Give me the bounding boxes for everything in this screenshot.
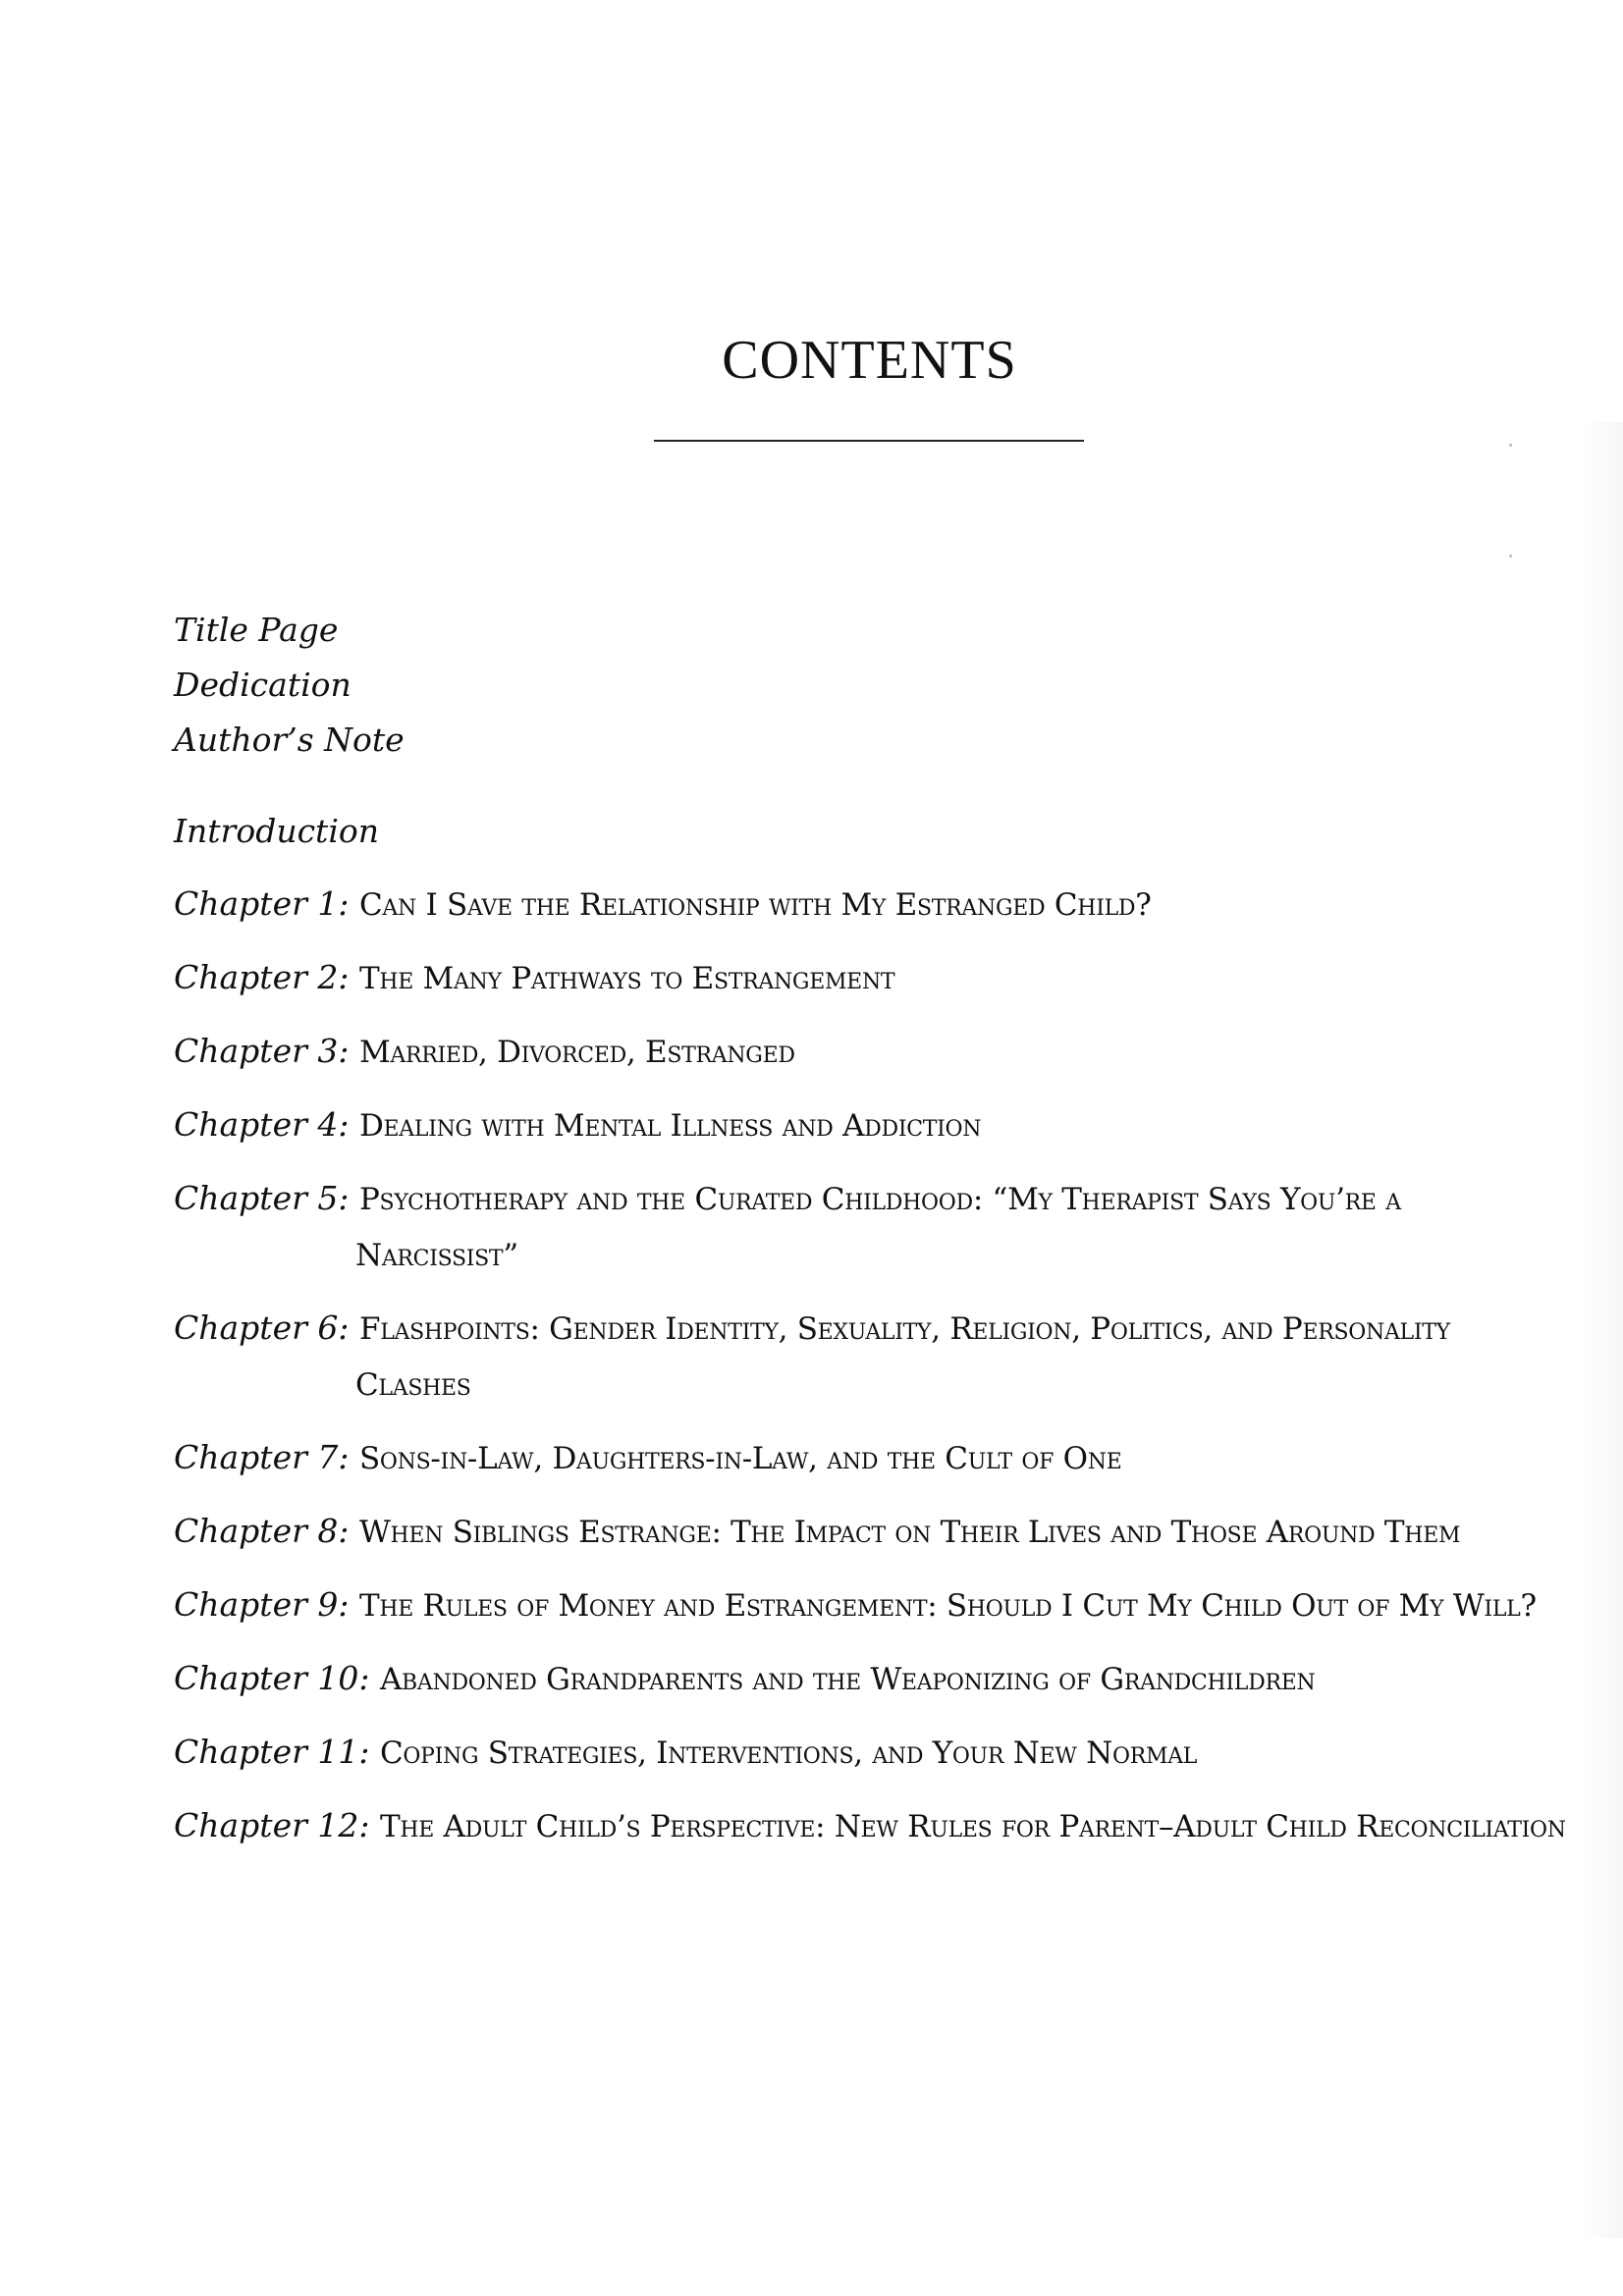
chapter-label: Chapter 6:	[174, 1308, 350, 1347]
scan-speck	[1509, 555, 1512, 558]
chapter-title: The Many Pathways to Estrangement	[358, 961, 895, 996]
chapter-title: Flashpoints: Gender Identity, Sexuality, Religion, Politics, and Personality Clashes	[355, 1311, 1450, 1403]
chapter-title: Can I Save the Relationship with My Estranged Child?	[358, 887, 1152, 923]
toc-item-chapter-7[interactable]	[174, 1430, 1568, 1486]
chapter-title: Married, Divorced, Estranged	[358, 1035, 795, 1070]
chapter-label: Chapter 7:	[174, 1438, 350, 1476]
toc-item-chapter-2[interactable]	[174, 950, 1568, 1006]
table-of-contents	[174, 603, 1568, 1872]
chapter-label: Chapter 8:	[174, 1512, 350, 1550]
toc-item-chapter-6[interactable]	[174, 1301, 1568, 1413]
toc-item-chapter-9[interactable]	[174, 1577, 1568, 1633]
page-title: CONTENTS	[722, 330, 1017, 391]
toc-item-chapter-10[interactable]	[174, 1651, 1568, 1707]
chapter-label: Chapter 3:	[174, 1032, 350, 1070]
toc-item-chapter-1[interactable]	[174, 877, 1568, 933]
page-edge-shadow	[1582, 422, 1623, 2238]
toc-item-title-page[interactable]: Title Page	[174, 611, 339, 649]
toc-item-chapter-8[interactable]	[174, 1504, 1568, 1560]
toc-item-dedication[interactable]: Dedication	[174, 666, 352, 704]
toc-item-chapter-12[interactable]	[174, 1798, 1568, 1854]
chapter-title: Dealing with Mental Illness and Addiction	[358, 1108, 982, 1144]
chapter-label: Chapter 1:	[174, 884, 350, 923]
chapter-title: Coping Strategies, Interventions, and Your New Normal	[379, 1735, 1198, 1771]
chapter-title: Psychotherapy and the Curated Childhood: “My Therapist Says You’re a Narcissist”	[355, 1182, 1401, 1273]
toc-item-chapter-5[interactable]	[174, 1171, 1568, 1283]
chapter-title: Abandoned Grandparents and the Weaponizing of Grandchildren	[379, 1662, 1316, 1697]
chapter-label: Chapter 9:	[174, 1585, 350, 1624]
chapter-label: Chapter 10:	[174, 1659, 370, 1697]
chapter-title: The Adult Child’s Perspective: New Rules for Parent–Adult Child Reconciliation	[379, 1809, 1566, 1844]
toc-item-chapter-11[interactable]	[174, 1725, 1568, 1781]
chapter-label: Chapter 2:	[174, 958, 350, 996]
chapter-label: Chapter 5:	[174, 1179, 350, 1217]
chapter-label: Chapter 11:	[174, 1733, 370, 1771]
toc-item-chapter-4[interactable]	[174, 1097, 1568, 1153]
chapter-title: The Rules of Money and Estrangement: Should I Cut My Child Out of My Will?	[358, 1588, 1537, 1624]
title-rule	[654, 440, 1084, 442]
chapter-label: Chapter 4:	[174, 1105, 350, 1144]
toc-item-introduction[interactable]: Introduction	[174, 812, 379, 850]
toc-item-chapter-3[interactable]	[174, 1024, 1568, 1080]
toc-item-authors-note[interactable]: Author’s Note	[174, 721, 405, 759]
chapter-title: Sons-in-Law, Daughters-in-Law, and the Cult of One	[358, 1441, 1122, 1476]
chapter-label: Chapter 12:	[174, 1806, 370, 1844]
chapter-title: When Siblings Estrange: The Impact on Their Lives and Those Around Them	[358, 1515, 1461, 1550]
scan-speck	[1509, 444, 1512, 447]
